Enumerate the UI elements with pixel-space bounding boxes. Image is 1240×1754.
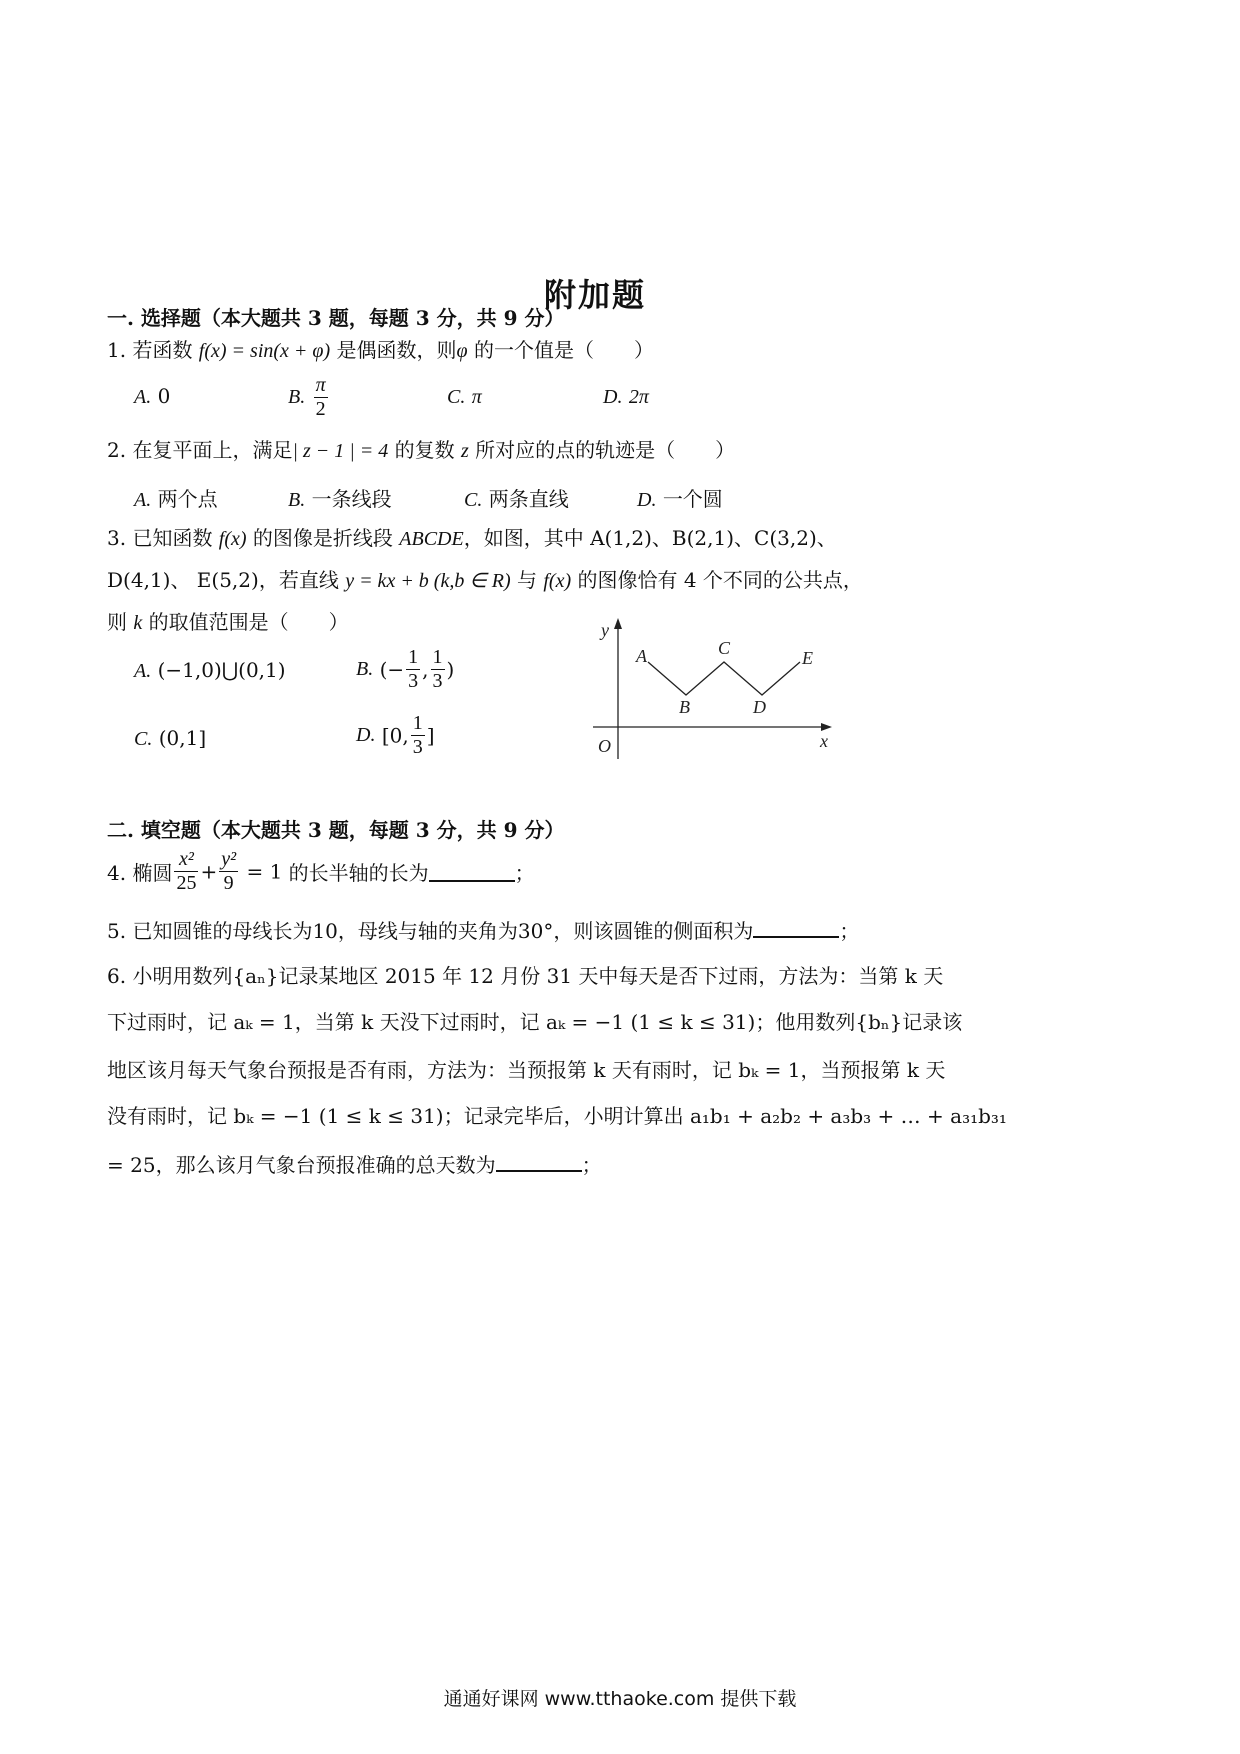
y-axis-label: y [601,620,609,640]
page-title: 附加题 [543,276,646,314]
q6-answer-blank [496,1152,582,1172]
q1-option-a: A. 0 [134,384,171,408]
footer-source: 通通好课网 www.tthaoke.com 提供下载 [443,1688,797,1710]
question-3-line-2: D(4,1)、 E(5,2)，若直线 y = kx + b (k,b ∈ R) 与 f(x) 的图像恰有 4 个不同的公共点， [107,568,863,592]
section-1-heading: 一. 选择题（本大题共 3 题，每题 3 分，共 9 分） [107,306,565,330]
question-3-line-3: 则 k 的取值范围是（ ） [107,610,349,634]
q1-expression: f(x) = sin(x + φ) [198,340,331,362]
q1-option-c: C. π [447,386,482,408]
q1-option-b: B. $\frac{\pi}{2}$ [288,374,326,420]
question-6-line-3: 地区该月每天气象台预报是否有雨，方法为：当预报第 k 天有雨时，记 bₖ = 1，当预报第 k 天 [107,1058,946,1082]
q1-text-mid: 是偶函数，则 [330,338,457,362]
question-2: 2. 在复平面上，满足| z − 1 | = 4 的复数 z 所对应的点的轨迹是（ ） [107,438,736,462]
q3-polyline-graph [588,614,848,764]
q2-option-a: A. 两个点 [134,487,218,511]
question-6-line-5: = 25，那么该月气象台预报准确的总天数为 ； [107,1153,602,1177]
q2-option-c: C. 两条直线 [464,487,569,511]
q3-option-c: C. (0,1] [134,726,207,750]
origin-label: O [598,736,611,756]
question-5: 5. 已知圆锥的母线长为10，母线与轴的夹角为30°，则该圆锥的侧面积为 ； [107,919,860,943]
question-6-line-4: 没有雨时，记 bₖ = −1 (1 ≤ k ≤ 31)；记录完毕后，小明计算出 a₁b₁ + a₂b₂ + a₃b₃ + … + a₃₁b₃₁ [107,1104,1007,1128]
q1-option-d: D. 2π [603,386,649,408]
x-axis-arrow [821,723,832,731]
q1-text-post: 的一个值是（ ） [467,338,654,362]
point-c-label: C [718,638,731,658]
q3-option-a: A. (−1,0)⋃(0,1) [134,658,286,682]
question-1 [107,340,654,361]
q2-expression: | z − 1 | = 4 [292,440,389,462]
q4-answer-blank [429,862,515,882]
q1-phi: φ [456,340,468,362]
q3-option-d: D. [0, $\frac{1}{3}$ ] [356,712,435,758]
polyline-abcde [648,662,800,695]
q1-text-pre: 1. 若函数 [107,338,199,362]
point-e-label: E [802,648,813,668]
q5-answer-blank [753,918,839,938]
q3-option-b: B. (− $\frac{1}{3}$ , $\frac{1}{3}$ ) [356,646,455,692]
section-2-heading: 二. 填空题（本大题共 3 题，每题 3 分，共 9 分） [107,818,565,842]
question-6-line-2: 下过雨时，记 aₖ = 1，当第 k 天没下过雨时，记 aₖ = −1 (1 ≤ k ≤ 31)；他用数列{bₙ}记录该 [107,1010,963,1034]
q2-option-b: B. 一条线段 [288,487,392,511]
point-a-label: A [636,646,647,666]
question-4: 4. 椭圆 $\frac{\text{x²}}{25}$ + $\frac{\text{y²}}{9}$ = 1 的长半轴的长为 ； [107,848,535,894]
question-6-line-1: 6. 小明用数列{aₙ}记录某地区 2015 年 12 月份 31 天中每天是否下过雨，方法为：当第 k 天 [107,964,944,988]
question-3-line-1: 3. 已知函数 f(x) 的图像是折线段 ABCDE，如图，其中 A(1,2)、B(2,1)、C(3,2)、 [107,526,837,550]
y-axis-arrow [614,618,622,629]
x-axis-label: x [820,731,828,751]
q2-option-d: D. 一个圆 [637,487,723,511]
point-b-label: B [679,697,690,717]
point-d-label: D [753,697,766,717]
